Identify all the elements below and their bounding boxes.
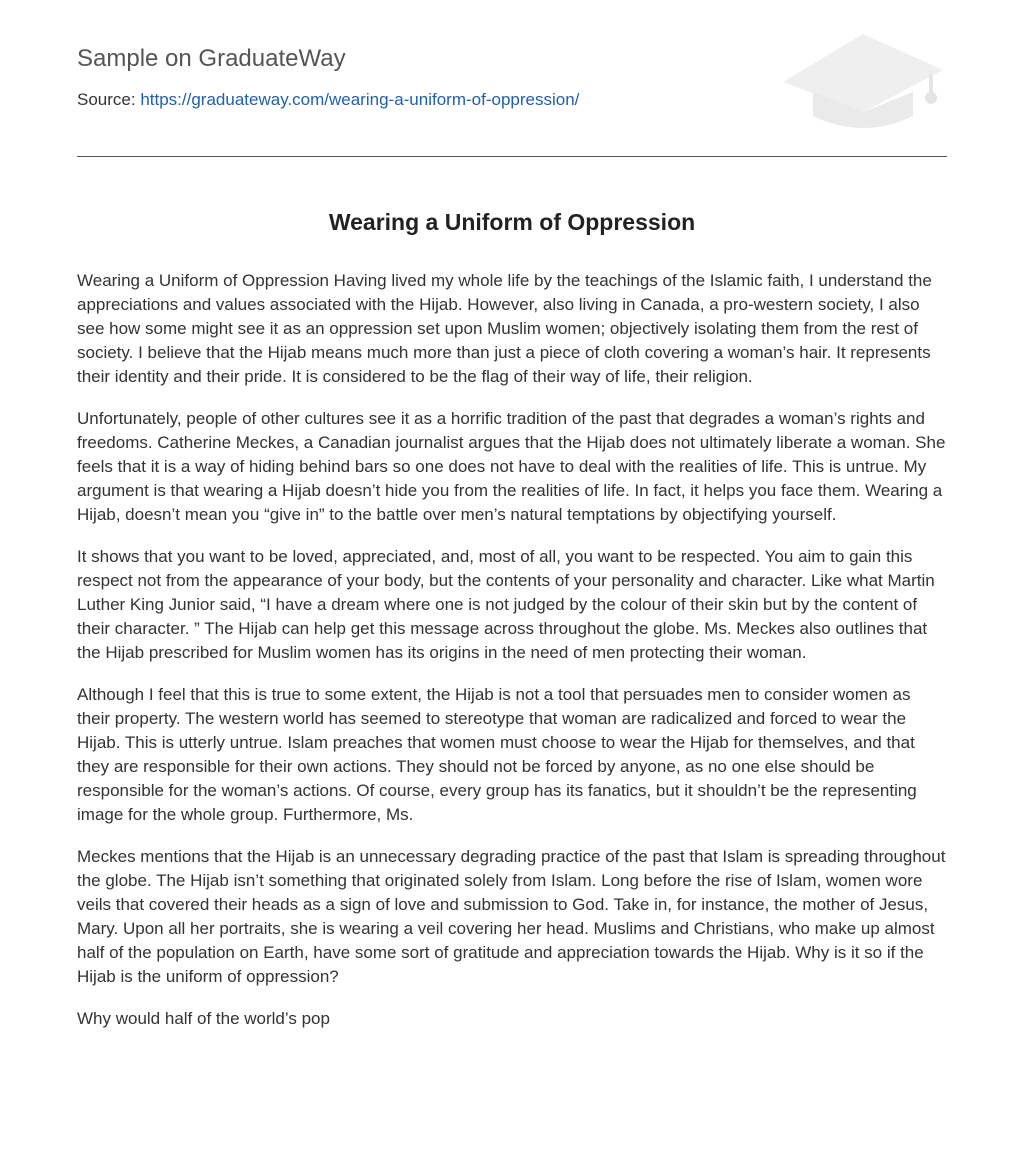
site-title: Sample on GraduateWay: [77, 45, 346, 72]
essay-title: Wearing a Uniform of Oppression: [328, 209, 696, 235]
source-link[interactable]: https://graduateway.com/wearing-a-uniform-of-oppression/: [140, 90, 580, 109]
essay-body: [77, 269, 947, 1031]
source-label: Source:: [77, 90, 136, 109]
paragraph: It shows that you want to be loved, appreciated, and, most of all, you want to be respected. You aim to gain this respect not from the appearance of your body, but the contents of your personality and character. Like what Martin Luther King Junior said, “I have a dream where one is not judged by the colour of their skin but by the content of their character. ” The Hijab can help get this message across throughout the globe. Ms. Meckes also outlines that the Hijab prescribed for Muslim women has its origins in the need of men protecting their woman.: [77, 547, 935, 662]
paragraph: Wearing a Uniform of Oppression Having lived my whole life by the teachings of the Islamic faith, I understand the appreciations and values associated with the Hijab. However, also living in Canada, a pro-western society, I also see how some might see it as an oppression set upon Muslim women; objectively isolating them from the rest of society. I believe that the Hijab means much more than just a piece of cloth covering a woman’s hair. It represents their identity and their pride. It is considered to be the flag of their way of life, their religion.: [77, 271, 932, 386]
page-header: [77, 0, 947, 157]
paragraph: Why would half of the world’s pop: [77, 1009, 330, 1028]
graduation-cap-icon: [779, 30, 947, 134]
paragraph: Meckes mentions that the Hijab is an unnecessary degrading practice of the past that Islam is spreading throughout the globe. The Hijab isn’t something that originated solely from Islam. Long before the rise of Islam, women wore veils that covered their heads as a sign of love and submission to God. Take in, for instance, the mother of Jesus, Mary. Upon all her portraits, she is wearing a veil covering her head. Muslims and Christians, who make up almost half of the population on Earth, have some sort of gratitude and appreciation towards the Hijab. Why is it so if the Hijab is the uniform of oppression?: [77, 847, 946, 986]
paragraph: Unfortunately, people of other cultures see it as a horrific tradition of the past that degrades a woman’s rights and freedoms. Catherine Meckes, a Canadian journalist argues that the Hijab does not ultimately liberate a woman. She feels that it is a way of hiding behind bars so one does not have to deal with the realities of life. This is untrue. My argument is that wearing a Hijab doesn’t hide you from the realities of life. In fact, it helps you face them. Wearing a Hijab, doesn’t mean you “give in” to the battle over men’s natural temptations by objectifying yourself.: [77, 409, 946, 524]
source-line: [77, 89, 579, 111]
page: [77, 0, 947, 1049]
paragraph: Although I feel that this is true to some extent, the Hijab is not a tool that persuades men to consider women as their property. The western world has seemed to stereotype that woman are radicalized and forced to wear the Hijab. This is utterly untrue. Islam preaches that women must choose to wear the Hijab for themselves, and that they are responsible for their own actions. They should not be forced by anyone, as no one else should be responsible for the woman’s actions. Of course, every group has its fanatics, but it shouldn’t be the representing image for the whole group. Furthermore, Ms.: [77, 685, 917, 824]
